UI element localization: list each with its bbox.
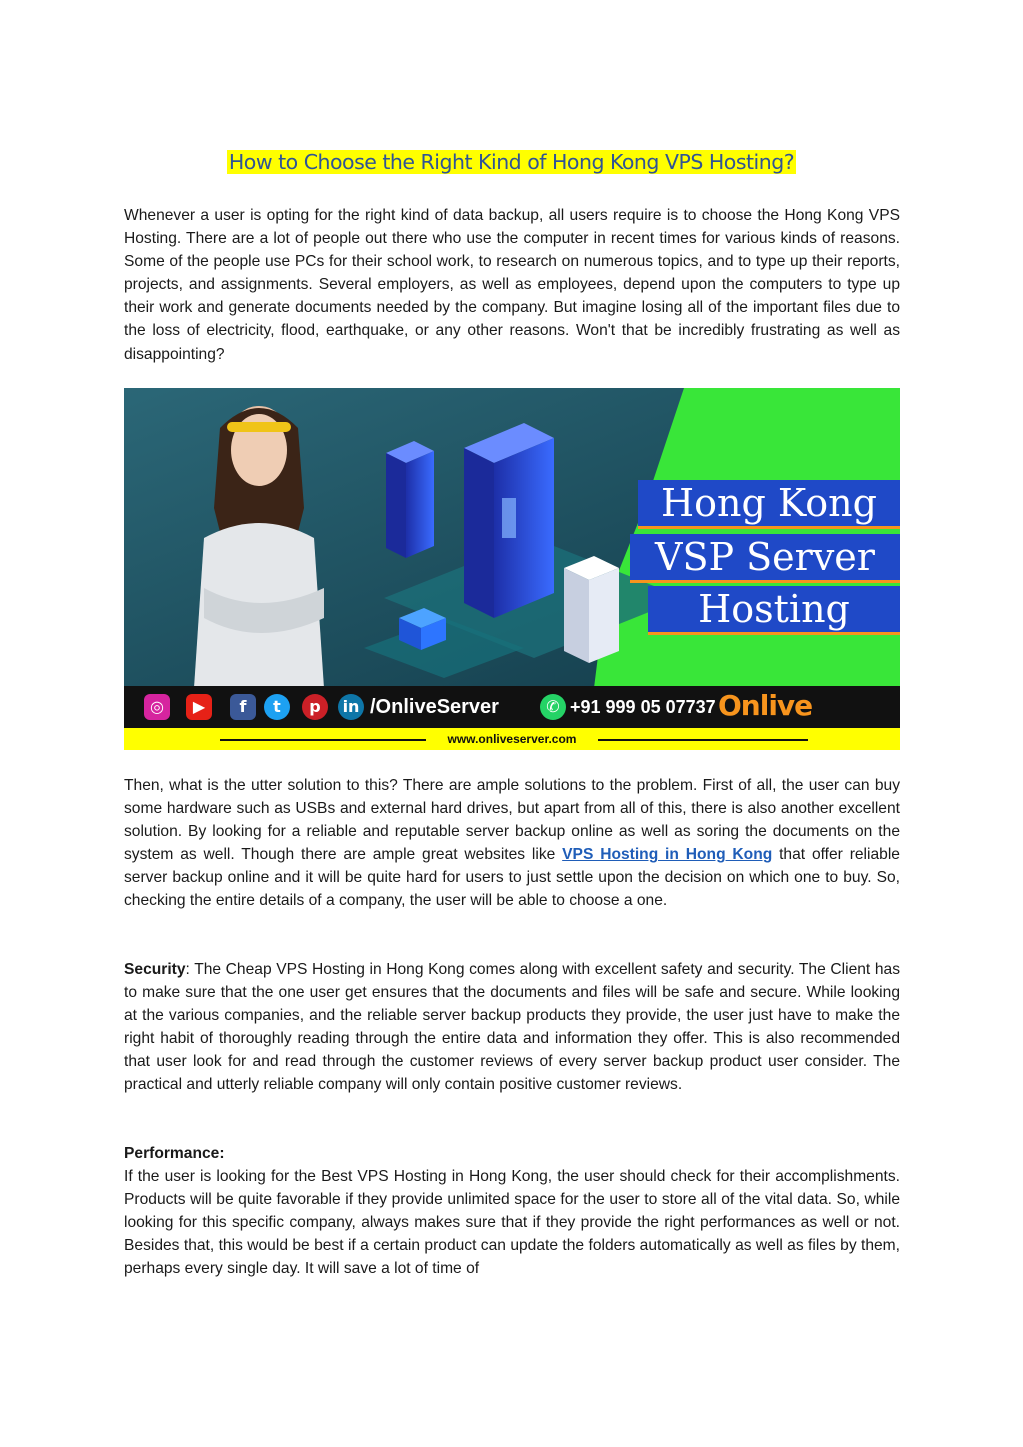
youtube-icon: ▶ xyxy=(186,694,212,720)
vps-hosting-link[interactable]: VPS Hosting in Hong Kong xyxy=(562,846,773,864)
banner-line-3: Hosting xyxy=(648,586,900,635)
instagram-icon: ◎ xyxy=(144,694,170,720)
banner-social-handle: /OnliveServer xyxy=(370,696,499,718)
performance-paragraph: If the user is looking for the Best VPS Hosting in Hong Kong, the user should check for their accomplishments. Products will be quite favorable if they provide unlimited space for the user to store all of the vital data. So, while looking for this specific company, always makes sure that if they provide the right performances as well or not. Besides that, this would be best if a certain product can update the folders automatically as well as files by them, perhaps every single day. It will save a lot of time of xyxy=(124,1168,900,1278)
banner-line-2: VSP Server xyxy=(630,534,900,583)
banner-brand-logo: Onlive xyxy=(718,689,813,722)
solution-text-before: Then, what is the utter solution to this? There are ample solutions to the problem. First of all, the user can buy some hardware such as USBs and external hard drives, but apart from all of this, there is also another excellent solution. By looking for a reliable and reputable server backup online as well as soring the documents on the system as well. Though there are ample great websites like xyxy=(124,777,900,864)
page-title xyxy=(0,146,1023,178)
page-title-text: How to Choose the Right Kind of Hong Kong VPS Hosting? xyxy=(228,150,795,174)
whatsapp-icon: ✆ xyxy=(540,694,566,720)
banner-line-1: Hong Kong xyxy=(638,480,900,529)
solution-paragraph xyxy=(124,774,900,913)
security-label: Security xyxy=(124,961,186,978)
hosting-banner-image xyxy=(124,388,900,750)
security-paragraph xyxy=(124,958,900,1097)
pinterest-icon: p xyxy=(302,694,328,720)
security-text: : The Cheap VPS Hosting in Hong Kong comes along with excellent safety and security. The Client has to make sure that the one user get ensures that the documents and files will be safe and secure. While looking at the various companies, and the reliable server backup products they provide, the user just have to make the right habit of thoroughly reading through the entire data and information they offer. This is also recommended that user look for and read through the customer reviews of every server backup product user consider. The practical and utterly reliable company will only contain positive customer reviews. xyxy=(124,961,900,1094)
performance-heading: Performance: xyxy=(124,1145,225,1162)
linkedin-icon: in xyxy=(338,694,364,720)
solution-text-after: that offer reliable server backup online and it will be quite hard for users to just settle upon the decision on which one to buy. So, checking the entire details of a company, the user will be able to choose a one. xyxy=(124,846,900,910)
banner-website-url: www.onliveserver.com xyxy=(447,732,577,746)
facebook-icon: f xyxy=(230,694,256,720)
intro-paragraph: Whenever a user is opting for the right kind of data backup, all users require is to choose the Hong Kong VPS Hosting. There are a lot of people out there who use the computer in recent times for various kinds of reasons. Some of the people use PCs for their school work, to research on numerous topics, and to type up their reports, projects, and assignments. Several employers, as well as employees, depend upon the computers to type up their work and generate documents needed by the company. But imagine losing all of the important files due to the loss of electricity, flood, earthquake, or any other reasons. Won't that be incredibly frustrating as well as disappointing? xyxy=(124,207,900,363)
twitter-icon: t xyxy=(264,694,290,720)
banner-phone: +91 999 05 07737 xyxy=(570,697,716,717)
